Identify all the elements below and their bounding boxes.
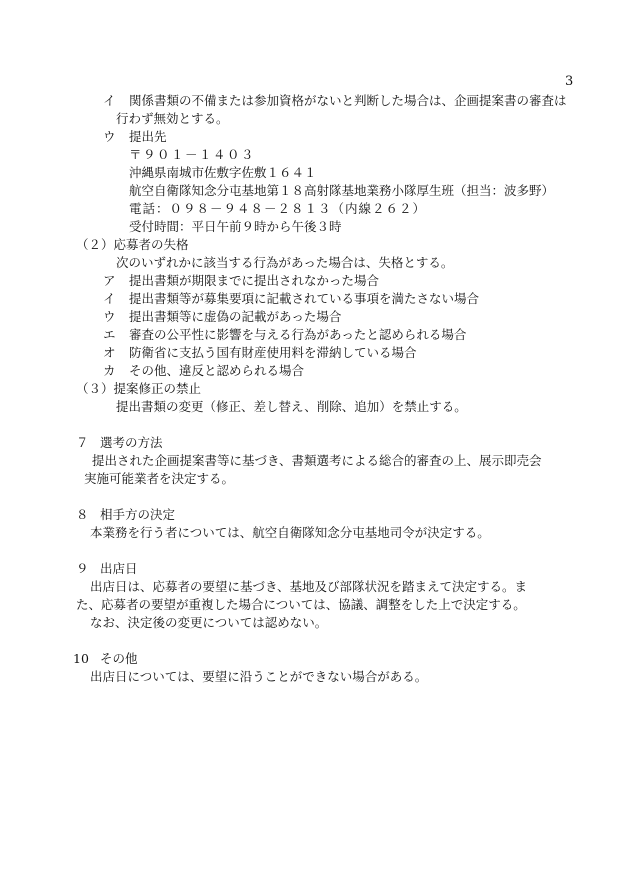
section-heading-3 (76, 380, 201, 398)
list-item-e (103, 326, 466, 344)
text-line: 本業務を行う者については、航空自衛隊知念分屯基地司令が決定する。 (90, 525, 490, 540)
item-marker: エ (103, 327, 116, 342)
reception-hours: 受付時間：平日午前９時から午後３時 (129, 219, 342, 234)
phone: 電話：０９８－９４８－２８１３（内線２６２） (129, 201, 427, 216)
item-text: 提出書類等が募集要項に記載されている事項を満たさない場合 (129, 291, 480, 306)
text-line: 提出書類の変更（修正、差し替え、削除、追加）を禁止する。 (116, 399, 467, 414)
text-line: 提出された企画提案書等に基づき、書類選考による総合的審査の上、展示即売会 (92, 453, 542, 468)
address: 沖縄県南城市佐敷字佐敷１６４１ (129, 165, 317, 180)
page-number: 3 (565, 74, 574, 89)
section-title: 応募者の失格 (113, 237, 189, 252)
list-item-i (103, 92, 567, 110)
text-line: 実施可能業者を決定する。 (84, 471, 235, 486)
text-line: 行わず無効とする。 (116, 111, 229, 126)
item-text: 提出書類等に虚偽の記載があった場合 (129, 309, 342, 324)
section-marker: （２） (76, 237, 114, 252)
list-item-u (103, 308, 341, 326)
item-text: 防衛省に支払う国有財産使用料を滞納している場合 (129, 345, 417, 360)
section-title: 相手方の決定 (100, 507, 176, 522)
item-marker: イ (103, 291, 116, 306)
list-item-a (103, 272, 379, 290)
list-item-i (103, 290, 479, 308)
item-text: 関係書類の不備または参加資格がないと判断した場合は、企画提案書の審査は (129, 93, 567, 108)
section-heading-2 (76, 236, 189, 254)
text-line: た、応募者の要望が重複した場合については、協議、調整をした上で決定する。 (76, 597, 526, 612)
section-heading-10 (73, 650, 138, 668)
item-marker: ア (103, 273, 116, 288)
section-title: 提案修正の禁止 (113, 381, 202, 396)
section-marker: ９ (76, 561, 89, 576)
section-marker: 10 (73, 651, 89, 666)
list-item-ka (103, 362, 304, 380)
list-item-o (103, 344, 417, 362)
item-text: 提出書類が期限までに提出されなかった場合 (129, 273, 380, 288)
section-title: 選考の方法 (100, 435, 163, 450)
section-marker: ８ (76, 507, 89, 522)
item-marker: ウ (103, 309, 116, 324)
text-line: なお、決定後の変更については認めない。 (90, 615, 328, 630)
item-marker: ウ (103, 129, 116, 144)
section-heading-9 (76, 560, 138, 578)
postal-code: 〒９０１－１４０３ (129, 147, 256, 162)
text-line: 出店日は、応募者の要望に基づき、基地及び部隊状況を踏まえて決定する。ま (90, 579, 528, 594)
section-heading-8 (76, 506, 175, 524)
section-marker: ７ (76, 435, 89, 450)
text-line: 出店日については、要望に沿うことができない場合がある。 (90, 669, 428, 684)
item-text: その他、違反と認められる場合 (129, 363, 305, 378)
section-title: 出店日 (100, 561, 138, 576)
item-marker: オ (103, 345, 116, 360)
item-marker: カ (103, 363, 116, 378)
list-item-u (103, 128, 167, 146)
item-marker: イ (103, 93, 116, 108)
item-text: 提出先 (129, 129, 167, 144)
office-name: 航空自衛隊知念分屯基地第１８高射隊基地業務小隊厚生班（担当：波多野） (129, 183, 555, 198)
text-line: 次のいずれかに該当する行為があった場合は、失格とする。 (116, 255, 454, 270)
section-marker: （３） (76, 381, 114, 396)
section-heading-7 (76, 434, 163, 452)
section-title: その他 (100, 651, 138, 666)
item-text: 審査の公平性に影響を与える行為があったと認められる場合 (129, 327, 467, 342)
